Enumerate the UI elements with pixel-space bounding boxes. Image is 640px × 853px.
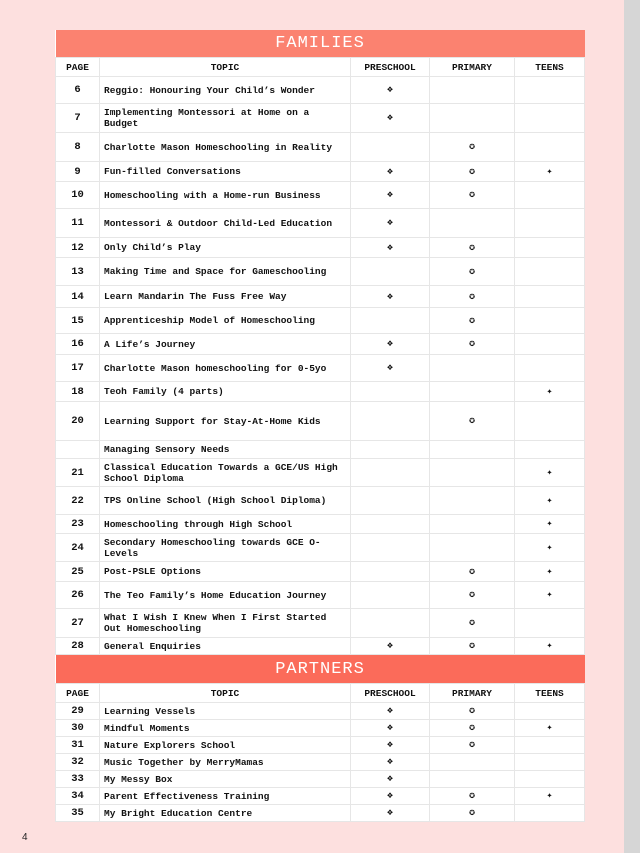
page-cell: 13 [56,258,100,286]
primary-mark [430,771,515,788]
topic-cell: Parent Effectiveness Training [100,788,351,805]
topic-cell: Charlotte Mason homeschooling for 0-5yo [100,355,351,382]
teens-mark [515,238,585,258]
primary-mark [430,382,515,402]
topic-cell: Secondary Homeschooling towards GCE O-Levels [100,534,351,562]
table-row [56,441,585,459]
preschool-mark [351,534,430,562]
topic-cell: TPS Online School (High School Diploma) [100,487,351,515]
topic-cell: Reggio: Honouring Your Child’s Wonder [100,77,351,104]
preschool-mark [351,459,430,487]
table-row [56,534,585,562]
teens-mark [515,771,585,788]
table-row [56,720,585,737]
primary-mark: ✪ [430,737,515,754]
page-cell: 7 [56,104,100,133]
table-row [56,754,585,771]
table-row [56,182,585,209]
page-cell: 9 [56,162,100,182]
directory-sheet [55,30,584,822]
preschool-mark: ❖ [351,638,430,655]
topic-cell: Learning Support for Stay-At-Home Kids [100,402,351,441]
preschool-mark [351,609,430,638]
preschool-mark [351,382,430,402]
teens-mark: ✦ [515,487,585,515]
teens-mark: ✦ [515,382,585,402]
header-teens: TEENS [515,58,585,77]
teens-mark [515,104,585,133]
table-row [56,609,585,638]
teens-mark: ✦ [515,562,585,582]
teens-mark: ✦ [515,162,585,182]
preschool-mark [351,402,430,441]
topic-cell: Learn Mandarin The Fuss Free Way [100,286,351,308]
header-topic: TOPIC [100,684,351,703]
teens-mark: ✦ [515,582,585,609]
page-cell: 16 [56,334,100,355]
header-preschool: PRESCHOOL [351,58,430,77]
page-cell: 11 [56,209,100,238]
table-row [56,515,585,534]
preschool-mark: ❖ [351,703,430,720]
topic-cell: Mindful Moments [100,720,351,737]
primary-mark [430,209,515,238]
page-cell: 8 [56,133,100,162]
primary-mark [430,534,515,562]
preschool-mark [351,441,430,459]
table-row [56,334,585,355]
table-row [56,459,585,487]
topic-cell: Nature Explorers School [100,737,351,754]
page-cell: 10 [56,182,100,209]
teens-mark [515,402,585,441]
primary-mark: ✪ [430,720,515,737]
partners-title: PARTNERS [56,655,585,684]
topic-cell: Classical Education Towards a GCE/US High School Diploma [100,459,351,487]
primary-mark: ✪ [430,133,515,162]
primary-mark [430,355,515,382]
teens-mark [515,258,585,286]
page-cell: 25 [56,562,100,582]
header-teens: TEENS [515,684,585,703]
teens-mark [515,182,585,209]
primary-mark: ✪ [430,788,515,805]
teens-mark [515,609,585,638]
topic-cell: Managing Sensory Needs [100,441,351,459]
table-row [56,562,585,582]
page-cell [56,441,100,459]
page-cell: 26 [56,582,100,609]
table-row [56,582,585,609]
preschool-mark: ❖ [351,182,430,209]
table-row [56,104,585,133]
teens-mark [515,754,585,771]
preschool-mark: ❖ [351,104,430,133]
page-cell: 20 [56,402,100,441]
topic-cell: Only Child’s Play [100,238,351,258]
page-cell: 31 [56,737,100,754]
topic-cell: Apprenticeship Model of Homeschooling [100,308,351,334]
primary-mark: ✪ [430,162,515,182]
page-cell: 14 [56,286,100,308]
table-row [56,703,585,720]
page-cell: 23 [56,515,100,534]
preschool-mark: ❖ [351,754,430,771]
primary-mark: ✪ [430,402,515,441]
preschool-mark [351,133,430,162]
primary-mark: ✪ [430,638,515,655]
primary-mark: ✪ [430,582,515,609]
table-row [56,286,585,308]
topic-cell: General Enquiries [100,638,351,655]
families-title: FAMILIES [56,30,585,58]
teens-mark [515,737,585,754]
primary-mark: ✪ [430,334,515,355]
preschool-mark: ❖ [351,720,430,737]
table-row [56,258,585,286]
preschool-mark: ❖ [351,77,430,104]
table-row [56,382,585,402]
teens-mark [515,286,585,308]
teens-mark [515,703,585,720]
topic-cell: Making Time and Space for Gameschooling [100,258,351,286]
primary-mark: ✪ [430,258,515,286]
teens-mark: ✦ [515,638,585,655]
page-cell: 35 [56,805,100,822]
table-row [56,77,585,104]
table-row [56,788,585,805]
teens-mark [515,805,585,822]
preschool-mark: ❖ [351,209,430,238]
primary-mark [430,754,515,771]
header-primary: PRIMARY [430,58,515,77]
table-row [56,487,585,515]
primary-mark: ✪ [430,703,515,720]
page-cell: 12 [56,238,100,258]
table-row [56,308,585,334]
primary-mark: ✪ [430,238,515,258]
preschool-mark: ❖ [351,788,430,805]
preschool-mark: ❖ [351,162,430,182]
topic-cell: My Messy Box [100,771,351,788]
preschool-mark [351,308,430,334]
preschool-mark: ❖ [351,355,430,382]
page-cell: 34 [56,788,100,805]
table-row [56,133,585,162]
topic-cell: Homeschooling with a Home-run Business [100,182,351,209]
preschool-mark: ❖ [351,286,430,308]
page-cell: 21 [56,459,100,487]
preschool-mark [351,582,430,609]
topic-cell: Music Together by MerryMamas [100,754,351,771]
teens-mark: ✦ [515,788,585,805]
teens-mark: ✦ [515,515,585,534]
teens-mark: ✦ [515,720,585,737]
preschool-mark [351,258,430,286]
primary-mark [430,441,515,459]
teens-mark: ✦ [515,534,585,562]
topic-cell: Teoh Family (4 parts) [100,382,351,402]
page-cell: 28 [56,638,100,655]
header-page: PAGE [56,58,100,77]
preschool-mark [351,487,430,515]
table-row [56,238,585,258]
primary-mark [430,459,515,487]
primary-mark: ✪ [430,286,515,308]
topic-cell: Fun-filled Conversations [100,162,351,182]
table-row [56,209,585,238]
topic-cell: Homeschooling through High School [100,515,351,534]
primary-mark: ✪ [430,609,515,638]
header-preschool: PRESCHOOL [351,684,430,703]
header-topic: TOPIC [100,58,351,77]
teens-mark [515,209,585,238]
page-cell: 17 [56,355,100,382]
teens-mark [515,441,585,459]
preschool-mark [351,562,430,582]
teens-mark: ✦ [515,459,585,487]
topic-cell: Implementing Montessori at Home on a Budget [100,104,351,133]
teens-mark [515,77,585,104]
preschool-mark [351,515,430,534]
topic-cell: My Bright Education Centre [100,805,351,822]
page-cell: 32 [56,754,100,771]
table-row [56,355,585,382]
primary-mark [430,104,515,133]
primary-mark: ✪ [430,562,515,582]
page-number: 4 [22,832,28,843]
page-cell: 24 [56,534,100,562]
teens-mark [515,334,585,355]
topic-cell: A Life’s Journey [100,334,351,355]
topic-cell: Post-PSLE Options [100,562,351,582]
topic-cell: Montessori & Outdoor Child-Led Education [100,209,351,238]
page-cell: 18 [56,382,100,402]
page-cell: 33 [56,771,100,788]
preschool-mark: ❖ [351,238,430,258]
partners-table [55,655,585,822]
page-cell: 29 [56,703,100,720]
table-row [56,402,585,441]
primary-mark: ✪ [430,308,515,334]
table-row [56,805,585,822]
teens-mark [515,355,585,382]
primary-mark [430,487,515,515]
table-row [56,771,585,788]
topic-cell: Learning Vessels [100,703,351,720]
topic-cell: What I Wish I Knew When I First Started Out Homeschooling [100,609,351,638]
header-page: PAGE [56,684,100,703]
table-row [56,638,585,655]
preschool-mark: ❖ [351,771,430,788]
primary-mark [430,77,515,104]
primary-mark [430,515,515,534]
primary-mark: ✪ [430,805,515,822]
preschool-mark: ❖ [351,334,430,355]
table-row [56,162,585,182]
topic-cell: The Teo Family’s Home Education Journey [100,582,351,609]
topic-cell: Charlotte Mason Homeschooling in Reality [100,133,351,162]
preschool-mark: ❖ [351,737,430,754]
page-cell: 27 [56,609,100,638]
table-row [56,737,585,754]
page-cell: 15 [56,308,100,334]
teens-mark [515,133,585,162]
preschool-mark: ❖ [351,805,430,822]
teens-mark [515,308,585,334]
families-table [55,30,585,655]
page-cell: 6 [56,77,100,104]
header-primary: PRIMARY [430,684,515,703]
primary-mark: ✪ [430,182,515,209]
page-cell: 30 [56,720,100,737]
page-cell: 22 [56,487,100,515]
